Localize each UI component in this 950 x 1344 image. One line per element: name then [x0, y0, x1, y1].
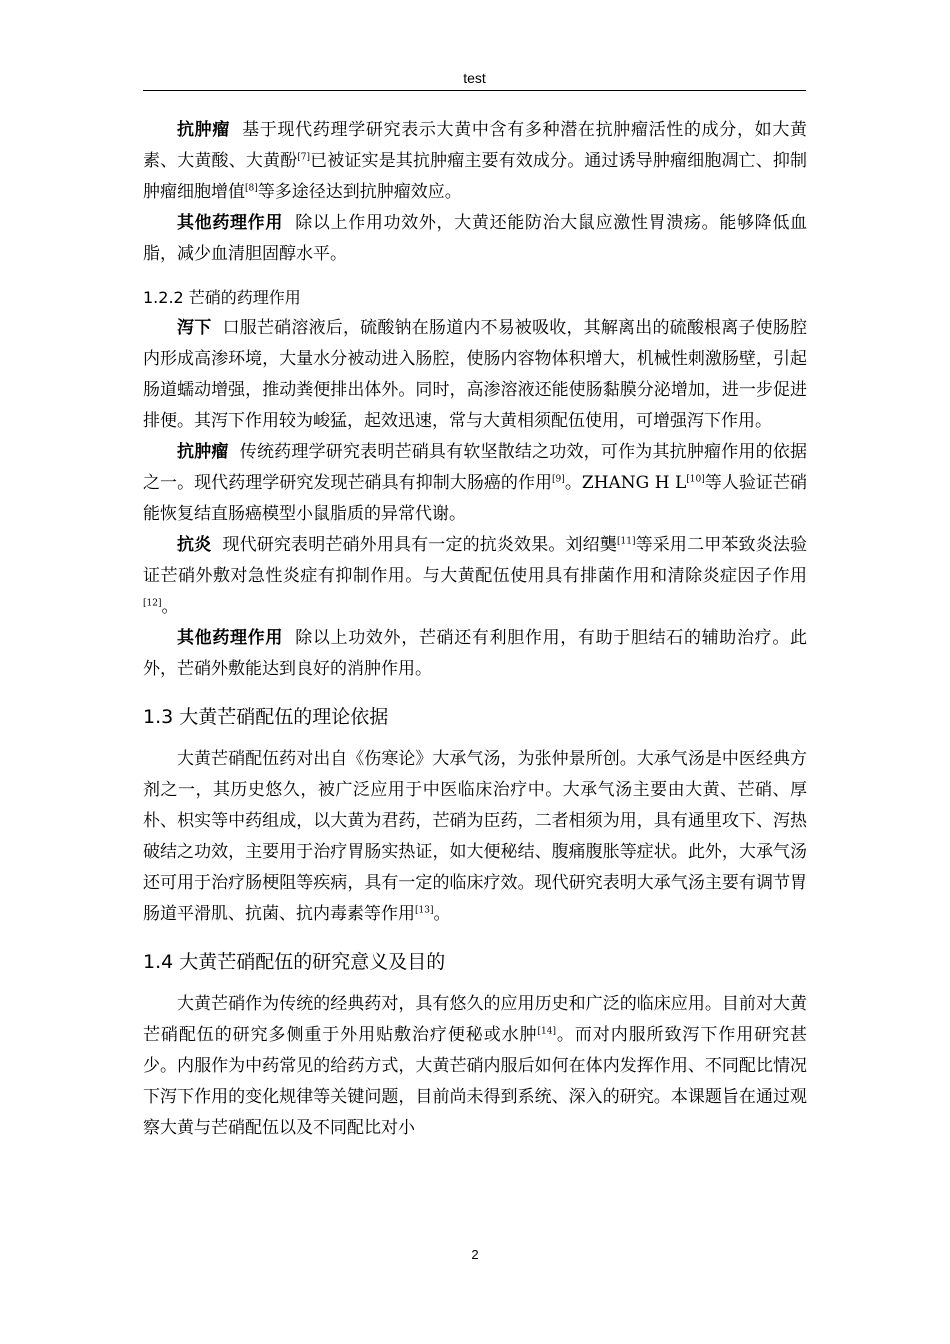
- citation-ref: [10]: [686, 474, 705, 485]
- subsection-heading-1-2-2: 1.2.2 芒硝的药理作用: [143, 288, 301, 307]
- document-body: [143, 115, 807, 1144]
- page-header: [143, 68, 806, 91]
- paragraph-term: 其他药理作用: [177, 213, 284, 233]
- citation-ref: [9]: [552, 474, 565, 485]
- page-number: 2: [471, 1247, 479, 1262]
- paragraph-text: 现代研究表明芒硝外用具有一定的抗炎效果。刘绍龑: [222, 535, 617, 555]
- paragraph-term: 抗肿瘤: [177, 442, 229, 462]
- paragraph-text: 。ZHANG H L: [564, 473, 687, 493]
- paragraph-text: 等人验证芒硝能恢复结直肠癌模型小鼠脂质的异常代谢。: [143, 473, 808, 524]
- paragraph-term: 其他药理作用: [177, 628, 284, 648]
- paragraph-text: 。: [161, 597, 179, 617]
- paragraph-text: 等采用二甲苯致炎法验证芒硝外敷对急性炎症有抑制作用。与大黄配伍使用具有排菌作用和清除炎症因子作用: [143, 535, 808, 586]
- citation-ref: [13]: [415, 905, 434, 916]
- section-heading-1-3: 1.3 大黄芒硝配伍的理论依据: [143, 706, 389, 728]
- paragraph-text: 已被证实是其抗肿瘤主要有效成分。通过诱导肿瘤细胞凋亡、抑制肿瘤细胞增值: [143, 151, 808, 202]
- paragraph-text: 。而对内服所致泻下作用研究甚少。内服作为中药常见的给药方式，大黄芒硝内服后如何在体内发挥作用、不同配比情况下泻下作用的变化规律等关键问题，目前尚未得到系统、深入的研究。本课题旨在通过观察大黄与芒硝配伍以及不同配比对小: [143, 1025, 808, 1138]
- paragraph-text: 除以上功效外，芒硝还有利胆作用，有助于胆结石的辅助治疗。此外，芒硝外敷能达到良好的消肿作用。: [143, 628, 807, 679]
- paragraph-theoretical-basis: [143, 744, 807, 930]
- header-title: test: [463, 70, 486, 86]
- paragraph-text: 大黄芒硝配伍药对出自《伤寒论》大承气汤，为张仲景所创。大承气汤是中医经典方剂之一，其历史悠久，被广泛应用于中医临床治疗中。大承气汤主要由大黄、芒硝、厚朴、枳实等中药组成，以大黄为君药，芒硝为臣药，二者相须为用，具有通里攻下、泻热破结之功效，主要用于治疗胃肠实热证，如大便秘结、腹痛腹胀等症状。此外，大承气汤还可用于治疗肠梗阻等疾病，具有一定的临床疗效。现代研究表明大承气汤主要有调节胃肠道平滑肌、抗菌、抗内毒素等作用: [143, 749, 807, 924]
- citation-ref: [7]: [297, 152, 310, 163]
- paragraph-text: 等多途径达到抗肿瘤效应。: [257, 182, 462, 202]
- section-heading-1-4: 1.4 大黄芒硝配伍的研究意义及目的: [143, 951, 446, 973]
- paragraph-mirabilite-antitumor: [143, 437, 807, 530]
- paragraph-research-significance: [143, 989, 807, 1144]
- paragraph-text: 除以上作用功效外，大黄还能防治大鼠应激性胃溃疡。能够降低血脂，减少血清胆固醇水平。: [143, 213, 807, 264]
- paragraph-text: 基于现代药理学研究表示大黄中含有多种潜在抗肿瘤活性的成分，如大黄素、大黄酸、大黄酚: [143, 120, 807, 171]
- paragraph-text: 。: [433, 904, 451, 924]
- paragraph-text: 传统药理学研究表明芒硝具有软坚散结之功效，可作为其抗肿瘤作用的依据之一。现代药理学研究发现芒硝具有抑制大肠癌的作用: [143, 442, 808, 493]
- citation-ref: [11]: [616, 536, 636, 547]
- paragraph-term: 抗炎: [177, 535, 212, 555]
- paragraph-mirabilite-antiinflammatory: [143, 530, 807, 623]
- paragraph-term: 泻下: [177, 318, 212, 338]
- citation-ref: [12]: [143, 598, 162, 609]
- paragraph-rhubarb-antitumor: [143, 115, 807, 208]
- citation-ref: [14]: [537, 1026, 556, 1037]
- paragraph-text: 大黄芒硝作为传统的经典药对，具有悠久的应用历史和广泛的临床应用。目前对大黄芒硝配伍的研究多侧重于外用贴敷治疗便秘或水肿: [143, 994, 807, 1045]
- paragraph-mirabilite-other: [143, 623, 807, 685]
- paragraph-rhubarb-other: [143, 208, 807, 270]
- paragraph-text: 口服芒硝溶液后，硫酸钠在肠道内不易被吸收，其解离出的硫酸根离子使肠腔内形成高渗环境，大量水分被动进入肠腔，使肠内容物体积增大，机械性刺激肠壁，引起肠道蠕动增强，推动粪便排出体外。同时，高渗溶液还能使肠黏膜分泌增加，进一步促进排便。其泻下作用较为峻猛，起效迅速，常与大黄相须配伍使用，可增强泻下作用。: [143, 318, 808, 431]
- paragraph-mirabilite-purgative: [143, 313, 807, 437]
- paragraph-term: 抗肿瘤: [177, 120, 231, 140]
- citation-ref: [8]: [245, 183, 258, 194]
